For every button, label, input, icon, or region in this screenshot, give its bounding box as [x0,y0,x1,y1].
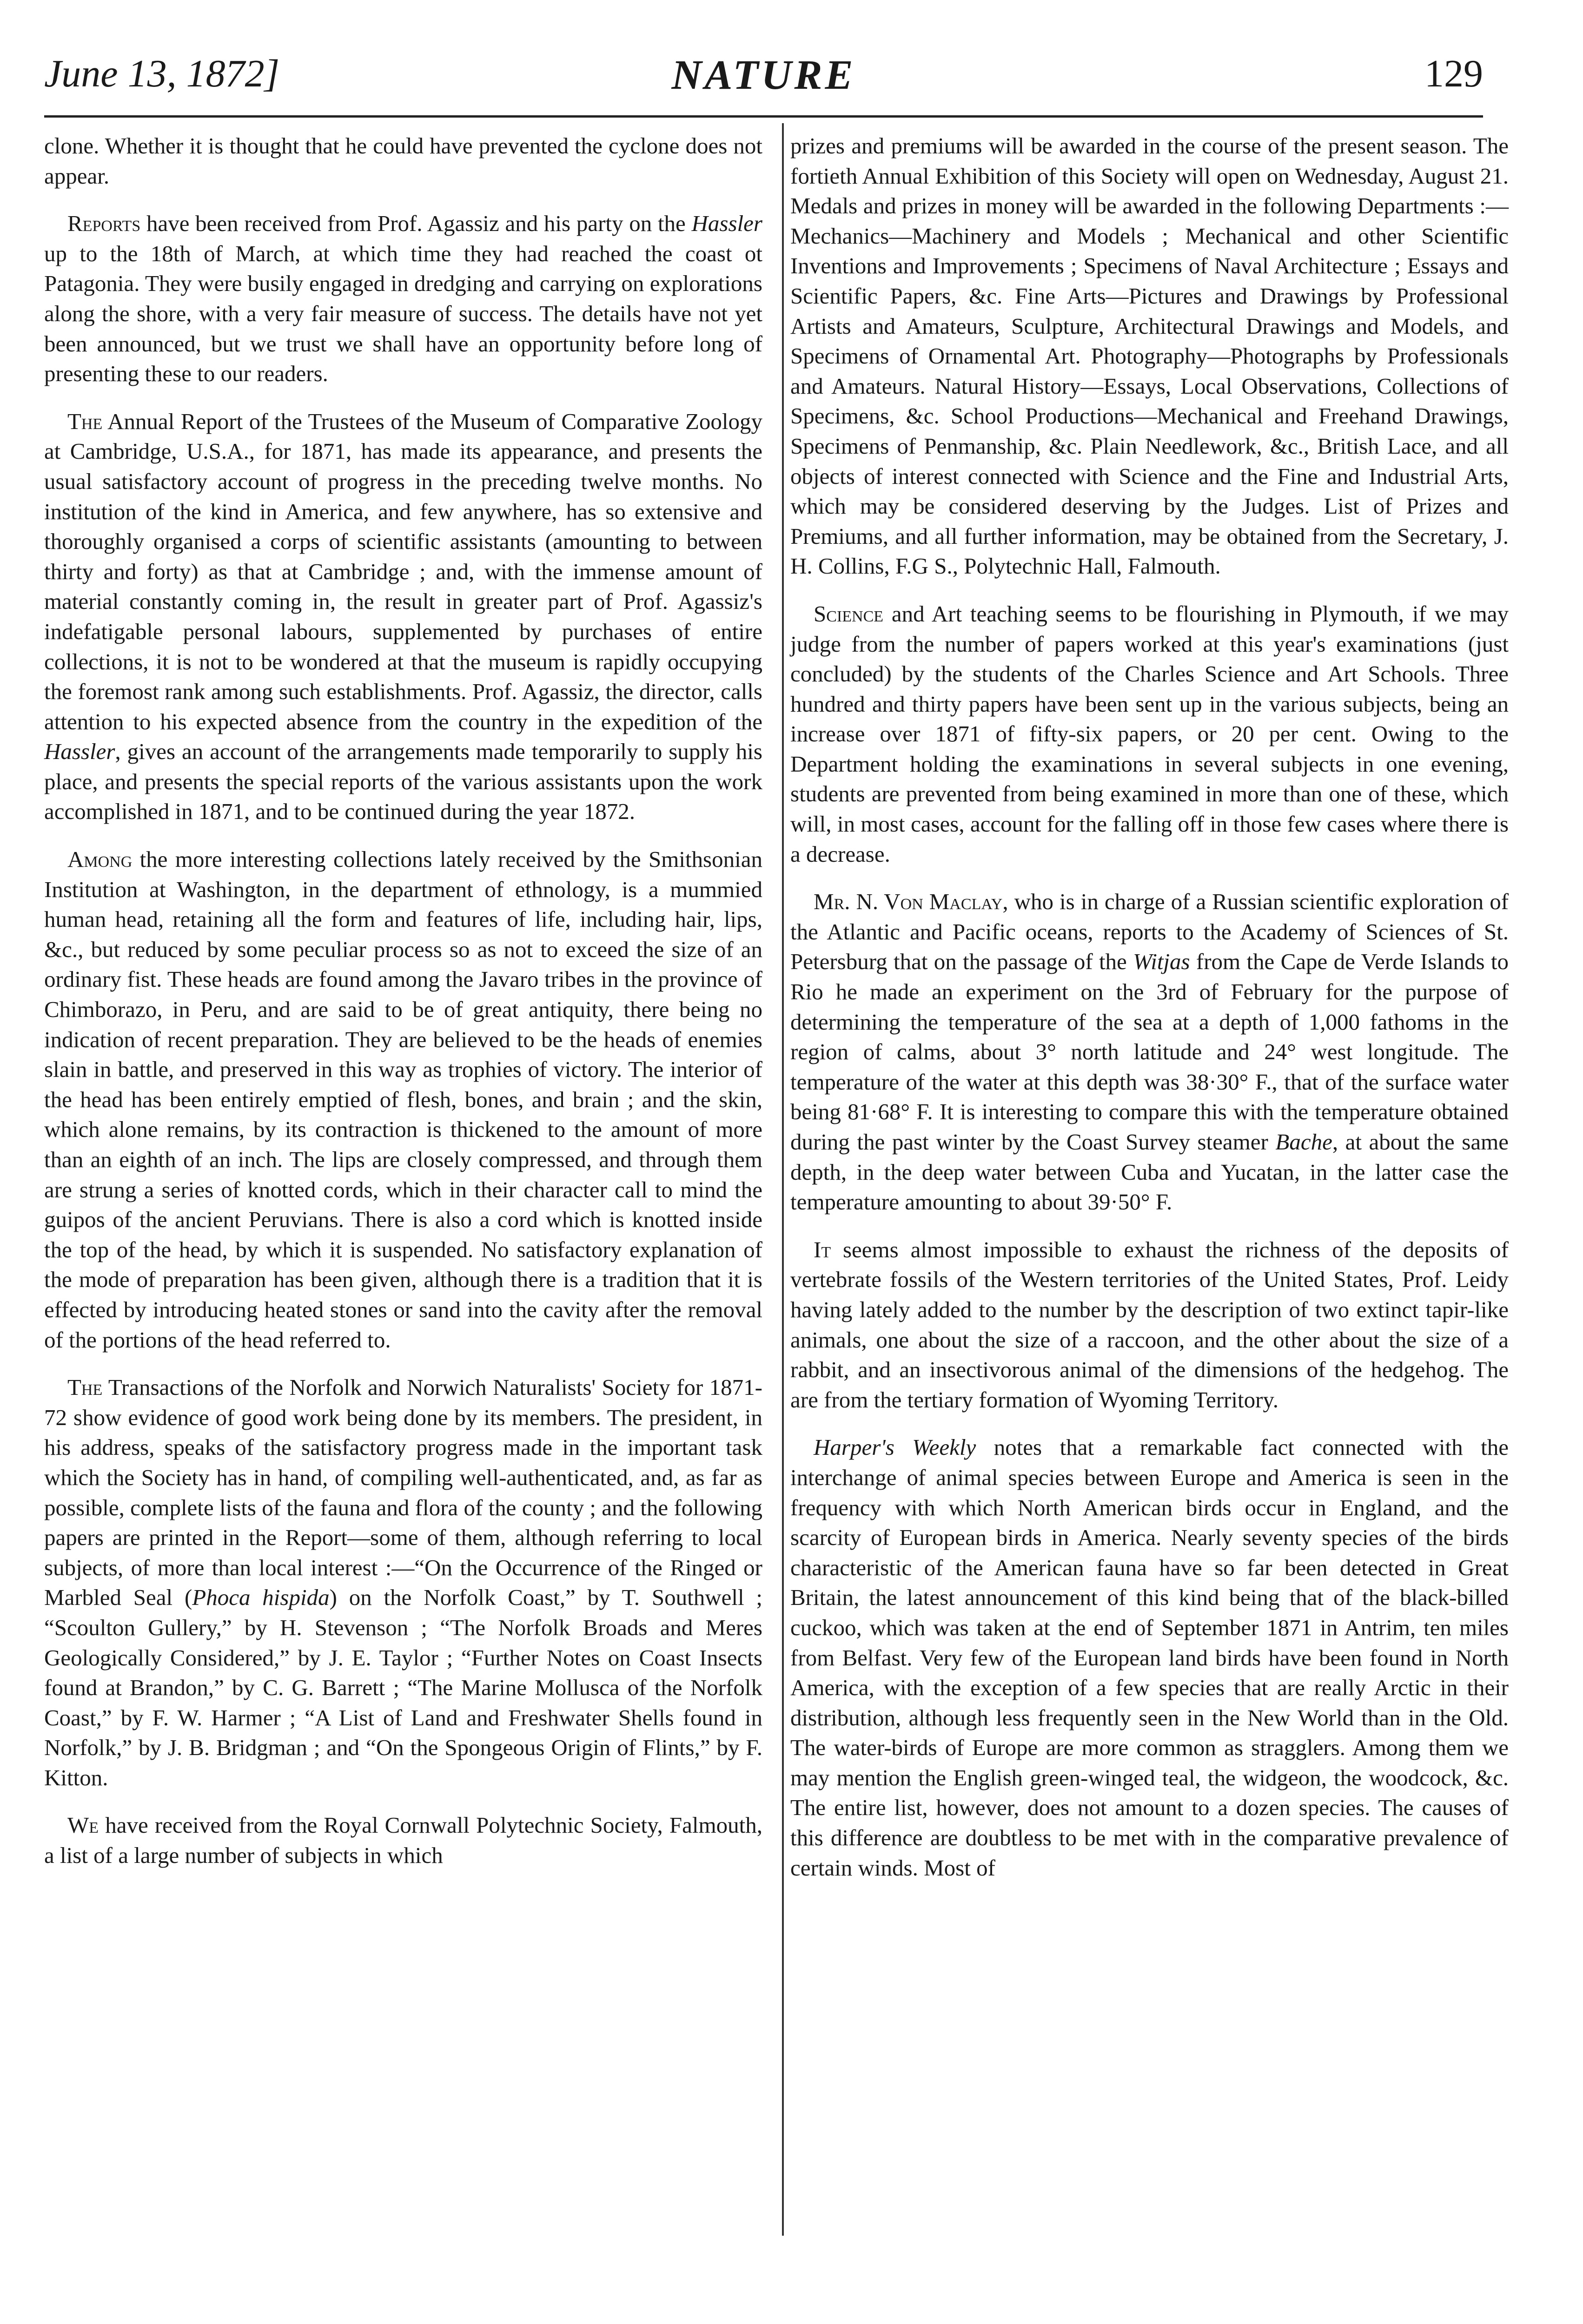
paragraph-text: the more interesting collections lately received by the Smithsonian Institution at Washington, in the department of ethnology, is a mummied human head, retaining all the form and features of life, including hair, lips, &c., but reduced by some peculiar process so as not to exceed the size of an ordinary fist. These heads are found among the Javaro tribes in the province of Chimborazo, in Peru, and are said to be of great antiquity, there being no indication of recent preparation. They are believed to be the heads of enemies slain in battle, and preserved in this way as trophies of victory. The interior of the head has been entirely emptied of flesh, bones, and brain ; and the skin, which alone remains, by its contraction is thickened to the amount of more than an eighth of an inch. The lips are closely compressed, and through them are strung a series of knotted cords, which in their character call to mind the guipos of the ancient Peruvians. There is also a cord which is knotted inside the top of the head, by which it is suspended. No satisfactory explanation of the mode of preparation has been given, although there is a tradition that it is effected by introducing heated stones or sand into the cavity after the removal of the portions of the head referred to. [44,846,762,1353]
paragraph-text: clone. Whether it is thought that he could have prevented the cyclone does not appear. [44,133,762,189]
paragraph-cyclone-continued [44,131,762,191]
paragraph-agassiz-reports [44,209,762,389]
lead-word: It [814,1236,831,1262]
paragraph-cornwall-society [44,1810,762,1870]
right-column [790,131,1509,1901]
issue-date: June 13, 1872] [44,52,280,95]
header-rule [44,115,1483,118]
lead-word: The [67,1374,103,1400]
page-header [44,51,1483,107]
paragraph-text: Transactions of the Norfolk and Norwich Naturalists' Society for 1871-72 show evidence of good work being done by its members. The president, in his address, speaks of the satisfactory progress made in the important task which the Society has in hand, of compiling well-authenticated, and, as far as possible, complete lists of the fauna and flora of the county ; and the following papers are printed in the Report—some of them, although referring to local subjects, of more than local interest :—“On the Occurrence of the Ringed or Marbled Seal ( [44,1374,762,1611]
paragraph-von-maclay [790,887,1509,1217]
journal-title: NATURE [671,52,856,98]
paragraph-harpers-weekly [790,1433,1509,1883]
ship-name: Bache [1275,1129,1332,1155]
lead-word: Among [67,846,132,872]
ship-name: Hassler [691,211,762,237]
lead-word: Mr. N. Von Maclay [814,889,1003,915]
paragraph-text: seems almost impossible to exhaust the richness of the deposits of vertebrate fossils of the Western territories of the United States, Prof. Leidy having lately added to the number by the description of two extinct tapir-like animals, one about the size of a raccoon, and the other about the size of a rabbit, and an insectivorous animal of the dimensions of the hedgehog. The are from the tertiary formation of Wyoming Territory. [790,1236,1509,1413]
lead-word: The [67,408,103,434]
paragraph-norfolk-transactions [44,1373,762,1793]
paragraph-text: , at about the same depth, in the deep water between Cuba and Yucatan, in the latter case the temperature amounting to about 39·50° F. [790,1129,1509,1215]
paragraph-text: Annual Report of the Trustees of the Museum of Comparative Zoology at Cambridge, U.S.A., for 1871, has made its appearance, and presents the usual satisfactory account of progress in the preceding twelve months. No institution of the kind in America, and few anywhere, has so extensive and thoroughly organised a corps of scientific assistants (amounting to between thirty and forty) as that at Cambridge ; and, with the immense amount of material constantly coming in, the result in greater part of Prof. Agassiz's indefatigable personal labours, supplemented by purchases of entire collections, it is not to be wondered at that the museum is rapidly occupying the foremost rank among such establishments. Prof. Agassiz, the director, calls attention to his expected absence from the country in the expedition of the [44,408,762,734]
paragraph-text: from the Cape de Verde Islands to Rio he made an experiment on the 3rd of February for the purpose of determining the temperature of the sea at a depth of 1,000 fathoms in the region of calms, about 3° north latitude and 24° west longitude. The temperature of the water at this depth was 38·30° F., that of the surface water being 81·68° F. It is interesting to compare this with the temperature obtained during the past winter by the Coast Survey steamer [790,949,1509,1155]
publication-name: Harper's Weekly [814,1434,976,1460]
lead-word: Science [814,601,884,627]
paragraph-text: prizes and premiums will be awarded in the course of the present season. The fortieth Annual Exhibition of this Society will open on Wednesday, August 21. Medals and prizes in money will be awarded in the following Departments :—Mechanics—Machinery and Models ; Mechanical and other Scientific Inventions and Improvements ; Specimens of Naval Architecture ; Essays and Scientific Papers, &c. Fine Arts—Pictures and Drawings by Professional Artists and Amateurs, Sculpture, Architectural Drawings and Models, and Specimens of Ornamental Art. Photography—Photographs by Professionals and Amateurs. Natural History—Essays, Local Observations, Collections of Specimens, &c. School Productions—Mechanical and Freehand Drawings, Specimens of Penmanship, &c. Plain Needlework, &c., British Lace, and all objects of interest connected with Science and the Fine and Industrial Arts, which may be considered deserving by the Judges. List of Prizes and Premiums, and all further information, may be obtained from the Secretary, J. H. Collins, F.G S., Polytechnic Hall, Falmouth. [790,133,1509,579]
paragraph-vertebrate-fossils [790,1235,1509,1415]
left-column [44,131,762,1888]
paragraph-prizes-continued [790,131,1509,581]
ship-name: Hassler [44,739,115,765]
paragraph-text: have been received from Prof. Agassiz and his party on the [140,211,692,237]
column-divider [782,123,784,2236]
species-name: Phoca hispida [192,1585,330,1611]
ship-name: Witjas [1133,949,1190,975]
paragraph-plymouth-science [790,599,1509,869]
page-number: 129 [1424,52,1483,95]
paragraph-museum-report [44,407,762,827]
paragraph-mummied-head [44,845,762,1355]
paragraph-text: , gives an account of the arrangements made temporarily to supply his place, and presents the special reports of the various assistants upon the work accomplished in 1871, and to be continued during the year 1872. [44,739,762,825]
paragraph-text: notes that a remarkable fact connected with the interchange of animal species between Europe and America is seen in the frequency with which North American birds occur in England, and the scarcity of European birds in America. Nearly seventy species of the birds characteristic of the American fauna have so far been detected in Great Britain, the latest announcement of this kind being that of the black-billed cuckoo, which was taken at the end of September 1871 in Antrim, ten miles from Belfast. Very few of the European land birds have been found in North America, with the exception of a few species that are really Arctic in their distribution, although less frequently seen in the New World than in the Old. The water-birds of Europe are more common as stragglers. Among them we may mention the English green-winged teal, the widgeon, the woodcock, &c. The entire list, however, does not amount to a dozen species. The causes of this difference are doubtless to be met with in the comparative prevalence of certain winds. Most of [790,1434,1509,1881]
lead-word: We [67,1812,99,1838]
paragraph-text: , who is in charge of a Russian scientific exploration of the Atlantic and Pacific oceans, reports to the Academy of Sciences of St. Petersburg that on the passage of the [790,889,1509,975]
paragraph-text: have received from the Royal Cornwall Polytechnic Society, Falmouth, a list of a large number of subjects in which [44,1812,762,1868]
paragraph-text: ) on the Norfolk Coast,” by T. Southwell ; “Scoulton Gullery,” by H. Stevenson ; “The Norfolk Broads and Meres Geologically Considered,” by J. E. Taylor ; “Further Notes on Coast Insects found at Brandon,” by C. G. Barrett ; “The Marine Mollusca of the Norfolk Coast,” by F. W. Harmer ; “A List of Land and Freshwater Shells found in Norfolk,” by J. B. Bridgman ; and “On the Spongeous Origin of Flints,” by F. Kitton. [44,1585,762,1790]
paragraph-text: and Art teaching seems to be flourishing in Plymouth, if we may judge from the number of papers worked at this year's examinations (just concluded) by the students of the Charles Science and Art Schools. Three hundred and thirty papers have been sent up in the various subjects, being an increase over 1871 of fifty-six papers, or 20 per cent. Owing to the Department holding the examinations in several subjects in one evening, students are prevented from being examined in more than one of these, which will, in most cases, account for the falling off in those few cases where there is a decrease. [790,601,1509,867]
paragraph-text: up to the 18th of March, at which time they had reached the coast ot Patagonia. They were busily engaged in dredging and carrying on explorations along the shore, with a very fair measure of success. The details have not yet been announced, but we trust we shall have an opportunity before long of presenting these to our readers. [44,240,762,387]
lead-word: Reports [67,211,141,237]
